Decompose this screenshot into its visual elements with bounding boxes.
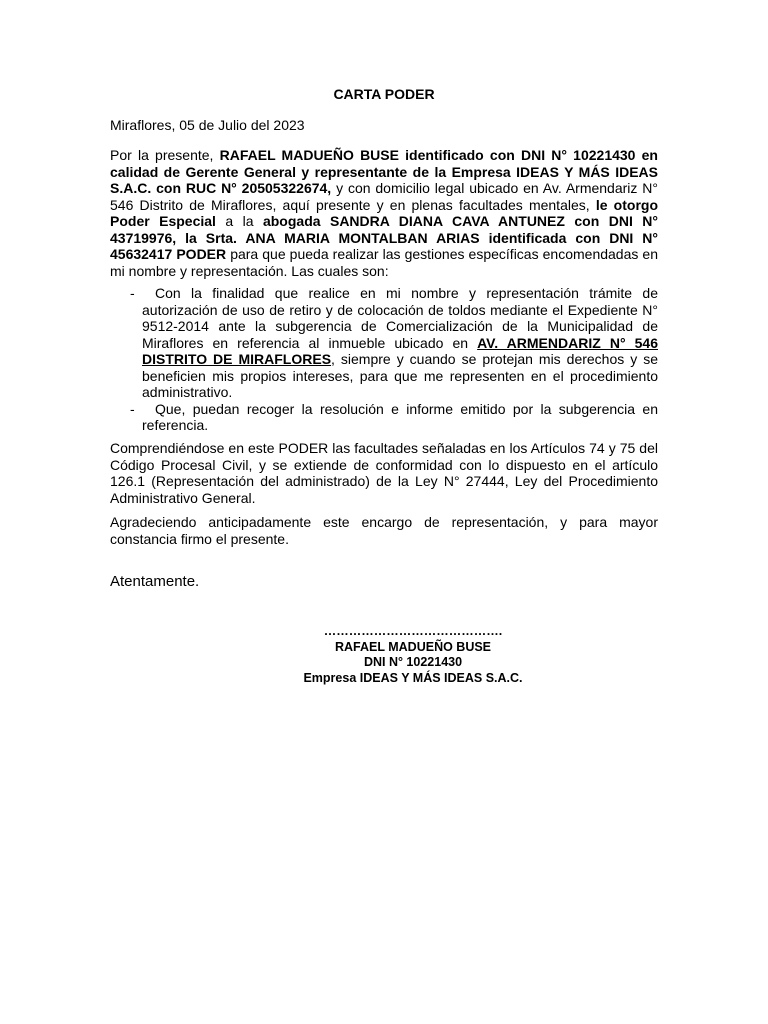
power-grant: le otorgo Poder Especial bbox=[110, 196, 658, 229]
intro-paragraph bbox=[110, 147, 658, 279]
list-item bbox=[110, 401, 658, 434]
property-address: AV. ARMENDARIZ N° 546 DISTRITO DE MIRAFLORES bbox=[142, 334, 658, 367]
grantees-identification: abogada SANDRA DIANA CAVA ANTUNEZ con DNI N° 43719976, la Srta. ANA MARIA MONTALBAN ARIAS identificada con DNI N° 45632417 PODER bbox=[110, 213, 658, 262]
signer-dni: DNI N° 10221430 bbox=[363, 655, 463, 669]
list-item bbox=[110, 285, 658, 401]
signer-company: Empresa IDEAS Y MÁS IDEAS S.A.C. bbox=[303, 670, 523, 685]
signature-line: ……………………………………. bbox=[323, 624, 503, 638]
thanks-paragraph: Agradeciendo anticipadamente este encargo de representación, y para mayor constancia firmo el presente. bbox=[110, 514, 658, 547]
list-item-text: Que, puedan recoger la resolución e informe emitido por la subgerencia en referencia. bbox=[142, 400, 658, 433]
list-item-text-2: , siempre y cuando se protejan mis derechos y se beneficien mis propios intereses, para que me representen en el procedimiento administrativo. bbox=[142, 351, 659, 400]
bullet-dash: - bbox=[130, 400, 135, 417]
list-item-text bbox=[142, 285, 658, 401]
legal-basis-paragraph: Comprendiéndose en este PODER las facultades señaladas en los Artículos 74 y 75 del Código Procesal Civil, y se extiende de conformidad con lo dispuesto en el artículo 126.1 (Representación del administrado) de la Ley N° 27444, Ley del Procedimiento Administrativo General. bbox=[110, 440, 658, 506]
powers-list bbox=[110, 285, 658, 434]
list-item-text-1: Con la finalidad que realice en mi nombre y representación trámite de autorización de uso de retiro y de colocación de toldos mediante el Expediente N° 9512-2014 ante la subgerencia de Comercialización de la Municipalidad de Miraflores en referencia al inmueble ubicado en bbox=[142, 285, 658, 351]
intro-text-4: para que pueda realizar las gestiones específicas encomendadas en mi nombre y representación. Las cuales son: bbox=[110, 246, 659, 279]
intro-text-1: Por la presente, bbox=[110, 147, 220, 163]
intro-text-3: a la bbox=[215, 213, 263, 229]
closing-salutation: Atentamente. bbox=[110, 573, 200, 590]
letter-date: Miraflores, 05 de Julio del 2023 bbox=[110, 117, 305, 133]
signer-name: RAFAEL MADUEÑO BUSE bbox=[334, 639, 492, 654]
intro-text-2: y con domicilio legal ubicado en Av. Armendariz N° 546 Distrito de Miraflores, aquí presente y en plenas facultades mentales, bbox=[110, 180, 658, 213]
document-title: CARTA PODER bbox=[333, 86, 435, 102]
grantor-identification: RAFAEL MADUEÑO BUSE identificado con DNI N° 10221430 en calidad de Gerente General y representante de la Empresa IDEAS Y MÁS IDEAS S.A.C. con RUC N° 20505322674, bbox=[110, 147, 658, 196]
signature-block bbox=[198, 624, 628, 686]
bullet-dash: - bbox=[130, 285, 135, 301]
